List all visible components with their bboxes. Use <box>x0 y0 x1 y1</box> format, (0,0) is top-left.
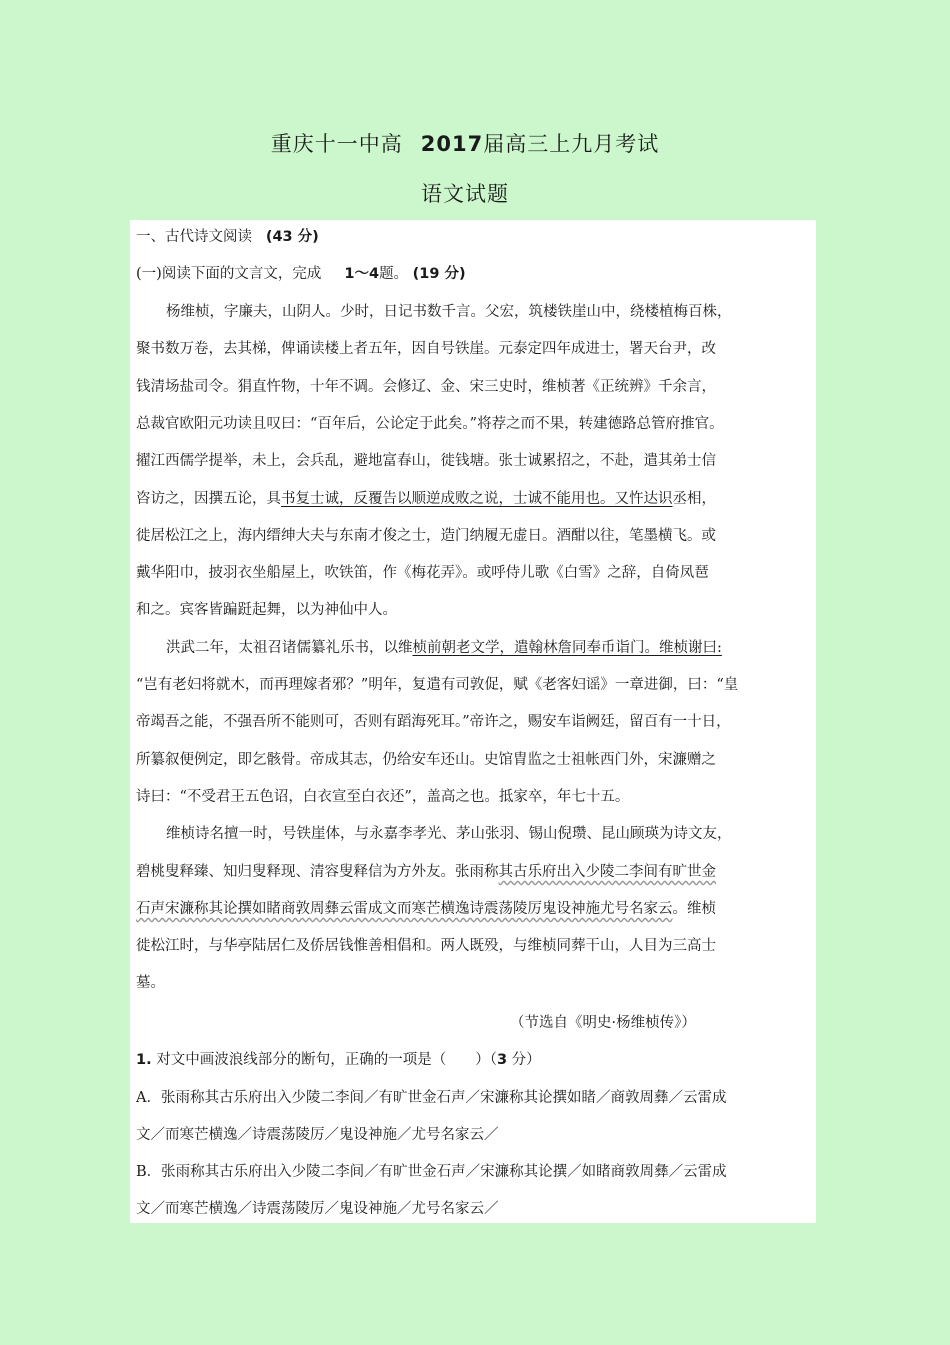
wavy-underlined-text: 石声宋濂称其论撰如睹商敦周彝云雷成文而寒芒横逸诗震荡陵厉鬼设神施尤号名家云 <box>136 901 673 917</box>
passage-text: 聚书数万卷，去其梯，俾诵读楼上者五年，因自号铁崖。元泰定四年成进士，署天台尹，改 <box>136 341 716 357</box>
underlined-text: 书复士诚，反覆告以顺逆成败之说，士诚不能用也。又忤达识 <box>281 491 673 507</box>
title-rest: 届高三上九月考试 <box>483 132 660 156</box>
question-1: 1. 对文中画波浪线部分的断句，正确的一项是（ ）（3 分） <box>136 1052 541 1068</box>
option-line: 文／而寒芒横逸／诗震荡陵厉／鬼设神施／尤号名家云／ <box>136 1127 499 1143</box>
passage-text: 墓。 <box>136 975 165 991</box>
passage-text: 咨访之，因撰五论，具 <box>136 491 281 507</box>
passage-line <box>136 563 709 583</box>
passage-text: 徙居松江之上，海内缙绅大夫与东南才俊之士，造门纳履无虚日。酒酣以往，笔墨横飞。或 <box>136 528 716 544</box>
passage-text: 总裁官欧阳元功读且叹曰：“百年后，公论定于此矣。”将荐之而不果，转建德路总管府推官。 <box>136 416 724 432</box>
passage-line <box>136 787 629 807</box>
passage-text: 碧桃叟释臻、知归叟释现、清容叟释信为方外友。张雨称 <box>136 864 499 880</box>
passage-text: 钱清场盐司令。狷直忤物，十年不调。会修辽、金、宋三史时，维桢著《正统辨》千余言， <box>136 379 716 395</box>
passage-text: 和之。宾客皆蹁跹起舞，以为神仙中人。 <box>136 602 397 618</box>
passage-line <box>136 377 716 397</box>
passage-line <box>136 750 716 770</box>
passage-text: 徙松江时，与华亭陆居仁及侨居钱惟善相倡和。两人既殁，与维桢同葬干山，人目为三高士 <box>136 938 716 954</box>
exam-sheet <box>130 220 816 1223</box>
passage-text: 擢江西儒学提举，未上，会兵乱，避地富春山，徙钱塘。张士诚累招之，不赴，遣其弟士信 <box>136 453 716 469</box>
title-school: 重庆十一中高 <box>270 132 403 156</box>
passage-line <box>136 899 716 919</box>
passage-text: 丞相， <box>672 491 716 507</box>
passage-text: 帝竭吾之能，不强吾所不能则可，否则有蹈海死耳。”帝许之，赐安车诣阙廷，留百有一十日， <box>136 714 731 730</box>
passage-line <box>136 489 716 509</box>
option-line: 文／而寒芒横逸／诗震荡陵厉／鬼设神施／尤号名家云／ <box>136 1201 499 1217</box>
passage-text: 杨维桢，字廉夫，山阴人。少时，日记书数千言。父宏，筑楼铁崖山中，绕楼植梅百株， <box>166 304 732 320</box>
subsection-heading: (一)阅读下面的文言文，完成 1～4题。 (19 分) <box>136 266 466 282</box>
passage-line <box>136 526 716 546</box>
passage-line <box>136 339 716 359</box>
passage-text: 诗曰：“不受君王五色诏，白衣宣至白衣还”，盖高之也。抵家卒，年七十五。 <box>136 789 630 805</box>
passage-line <box>166 824 732 844</box>
option-line: B．张雨称其古乐府出入少陵二李间／有旷世金石声／宋濂称其论撰／如睹商敦周彝／云雷成 <box>136 1164 727 1180</box>
passage-text: “岂有老妇将就木，而再理嫁者邪？”明年，复遣有司敦促，赋《老客妇谣》一章进御，曰：“皇 <box>136 677 739 693</box>
underlined-text: 桢前朝老文学，遣翰林詹同奉币诣门。维桢谢曰: <box>412 640 722 656</box>
passage-line <box>136 414 724 434</box>
passage-line <box>136 973 165 993</box>
passage-text: 维桢诗名擅一时，号铁崖体，与永嘉李孝光、茅山张羽、锡山倪瓒、昆山顾瑛为诗文友， <box>166 826 732 842</box>
passage-line <box>136 936 716 956</box>
passage-line <box>136 600 397 620</box>
passage-line <box>166 638 722 658</box>
passage-source: （节选自《明史·杨维桢传》） <box>510 1015 696 1031</box>
passage-text: 所纂叙便例定，即乞骸骨。帝成其志，仍给安车还山。史馆胄监之士祖帐西门外，宋濂赠之 <box>136 752 716 768</box>
passage-line <box>136 675 738 695</box>
title-year: 2017 <box>420 132 484 156</box>
passage-text: 。维桢 <box>672 901 716 917</box>
passage-text: 戴华阳巾，披羽衣坐船屋上，吹铁笛，作《梅花弄》。或呼侍儿歌《白雪》之辞，自倚凤琶 <box>136 565 709 581</box>
passage-text: 洪武二年，太祖召诸儒纂礼乐书，以维 <box>166 640 413 656</box>
wavy-underlined-text: 其古乐府出入少陵二李间有旷世金 <box>498 864 716 880</box>
passage-line <box>136 862 716 882</box>
passage-line <box>136 712 731 732</box>
page-subtitle: 语文试题 <box>421 182 509 206</box>
passage-line <box>166 302 732 322</box>
option-line: A．张雨称其古乐府出入少陵二李间／有旷世金石声／宋濂称其论撰如睹／商敦周彝／云雷成 <box>136 1090 727 1106</box>
passage-line <box>136 451 716 471</box>
page-title <box>0 128 930 158</box>
section-heading: 一、古代诗文阅读 (43 分) <box>136 229 319 245</box>
